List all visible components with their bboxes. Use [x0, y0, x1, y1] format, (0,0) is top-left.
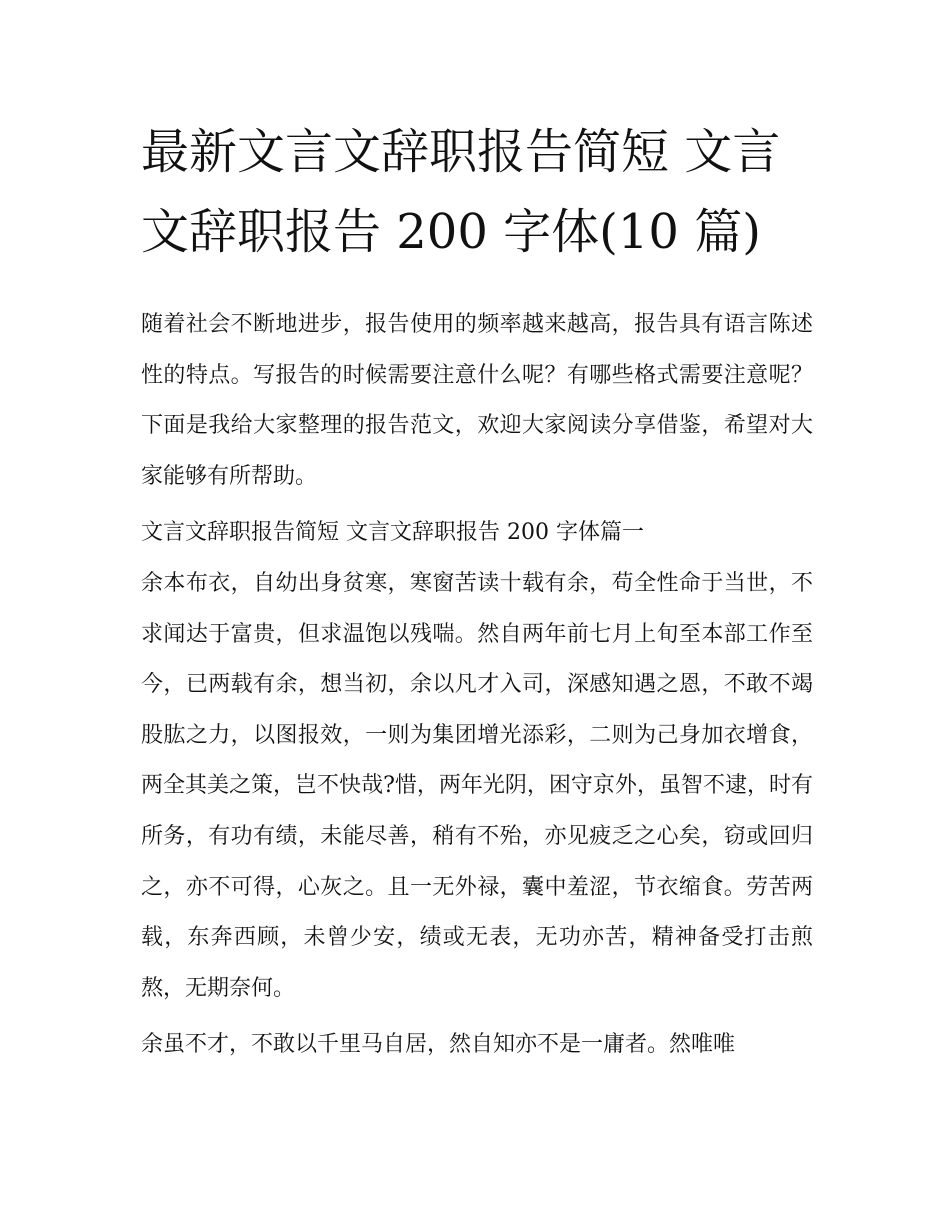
document-title [141, 112, 813, 272]
body-paragraph-1: 余本布衣，自幼出身贫寒，寒窗苦读十载有余，苟全性命于当世，不求闻达于富贵，但求温饱以残喘。然自两年前七月上旬至本部工作至今，已两载有余，想当初，余以凡才入司，深感知遇之恩，不敢不竭股肱之力，以图报效，一则为集团增光添彩，二则为己身加衣增食，两全其美之策，岂不快哉?惜，两年光阴，困守京外，虽智不逮，时有所务，有功有绩，未能尽善，稍有不殆，亦见疲乏之心矣，窃或回归之，亦不可得，心灰之。且一无外禄，囊中羞涩，节衣缩食。劳苦两载，东奔西顾，未曾少安，绩或无表，无功亦苦，精神备受打击煎熬，无期奈何。 [141, 570, 813, 1001]
body-paragraph-2: 余虽不才，不敢以千里马自居，然自知亦不是一庸者。然唯唯 [141, 1032, 736, 1058]
title-line-2: 文辞职报告 200 字体(10 篇) [141, 204, 761, 260]
title-line-1: 最新文言文辞职报告简短 文言 [141, 124, 781, 180]
intro-paragraph: 随着社会不断地进步，报告使用的频率越来越高，报告具有语言陈述性的特点。写报告的时候需要注意什么呢？有哪些格式需要注意呢？下面是我给大家整理的报告范文，欢迎大家阅读分享借鉴，希望对大家能够有所帮助。 [141, 312, 813, 489]
document-page [141, 112, 813, 1071]
section-heading: 文言文辞职报告简短 文言文辞职报告 200 字体篇一 [141, 520, 644, 546]
